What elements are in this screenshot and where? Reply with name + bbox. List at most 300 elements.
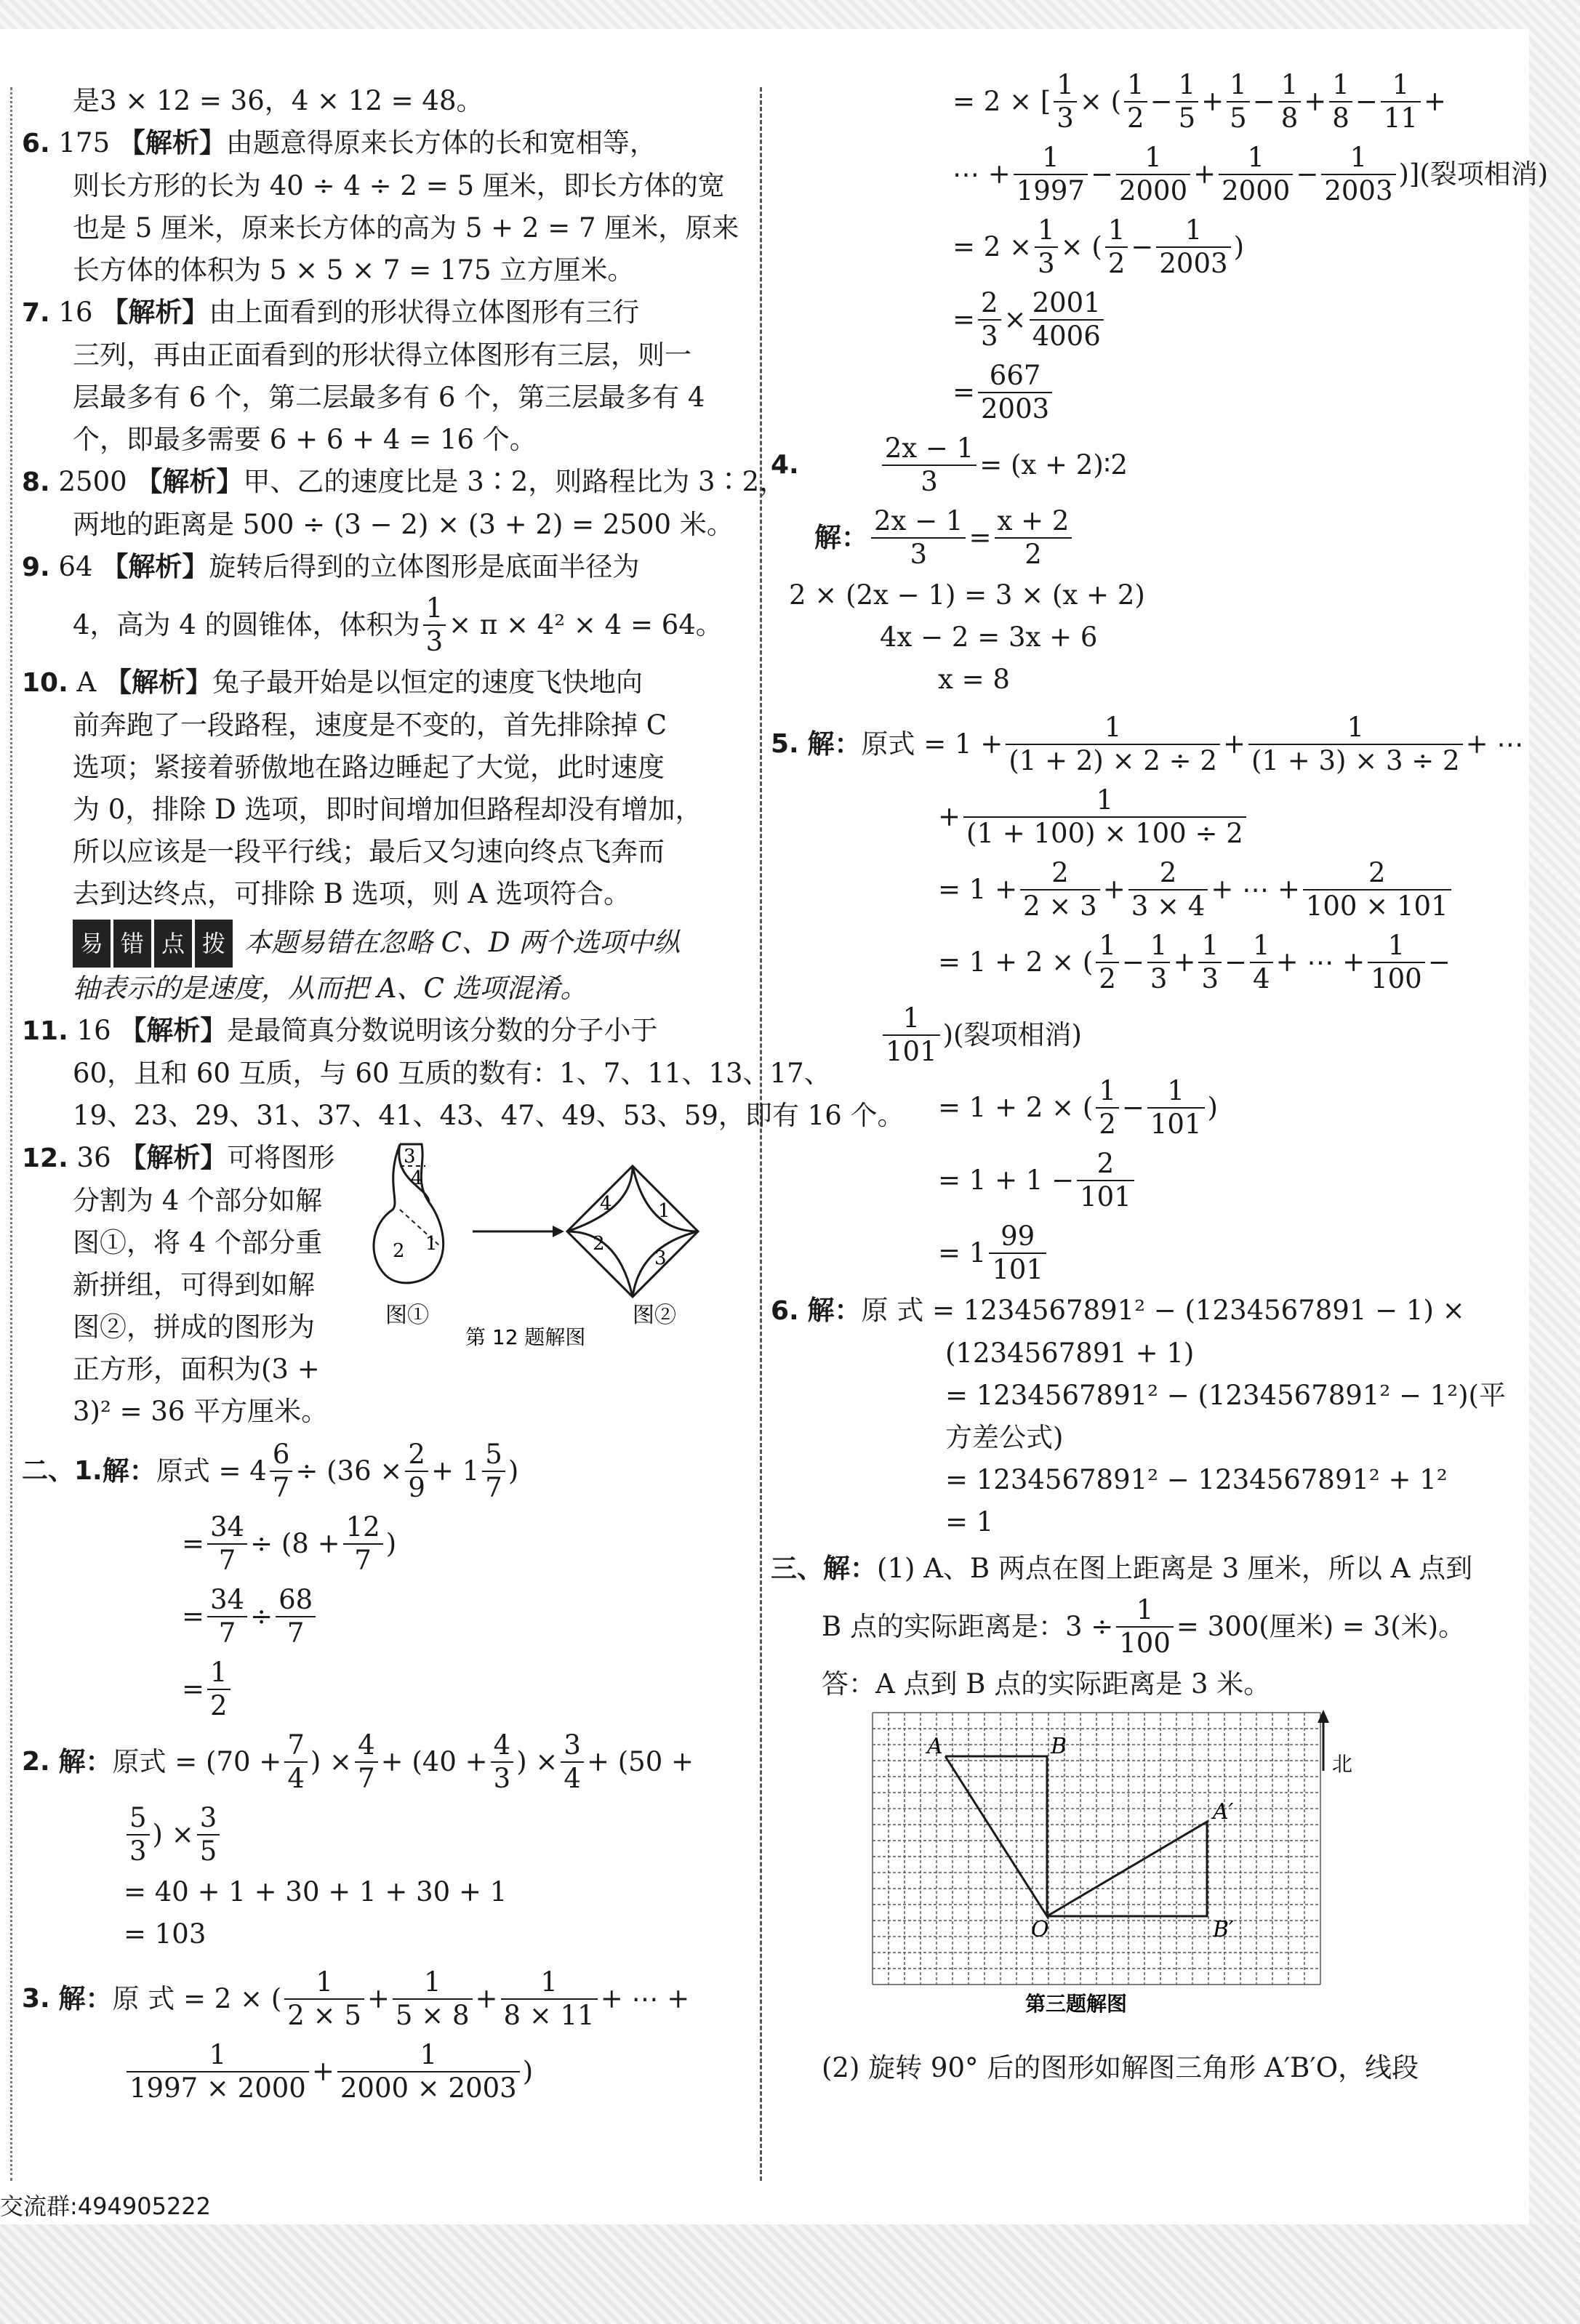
fraction [871,505,966,571]
solution-label: 解： [58,1983,113,2014]
question-number: 6. [22,129,50,158]
analysis-tag: 【解析】 [105,667,213,698]
denominator: 3 [921,466,938,497]
text-fragment: + 1 [430,1455,480,1487]
text-line: (2) 旋转 90° 后的图形如解图三角形 A′B′O，线段 [822,2052,1419,2083]
numerator: 1 [284,1966,364,2000]
fraction [1321,142,1395,207]
section3-answer [771,1548,1531,2089]
question-number: 5. [771,729,799,759]
region-label: 3 [404,1146,416,1167]
text-fragment: + [366,1983,390,2014]
fraction [1303,857,1451,922]
denominator: 2 × 5 [287,2000,361,2031]
numerator: 1 [1014,142,1088,175]
fraction [207,1511,247,1577]
denominator: 4006 [1032,321,1101,352]
numerator: 2 [1303,857,1451,890]
figure-caption: 第三题解图 [1025,1992,1128,2016]
text-fragment: + [1193,158,1216,190]
numerator: 34 [207,1584,247,1617]
text-fragment: 4，高为 4 的圆锥体，体积为 [73,609,420,640]
figure-caption: 第 12 题解图 [465,1325,586,1349]
text-line: 答：A 点到 B 点的实际距离是 3 米。 [822,1668,1271,1700]
fraction [197,1802,220,1867]
numerator: 1 [207,1657,230,1690]
text-fragment: = 2 × [ [953,86,1051,117]
text-fragment: = [182,1528,205,1559]
text-fragment: 原式 = 1 + [861,728,1003,760]
text-fragment: × π × 4² × 4 = 64。 [449,609,723,640]
text-line: = 103 [124,1918,206,1950]
section3-grid-figure [865,1705,1491,2047]
answer-value: A [76,667,97,698]
numerator: 1 [1198,930,1222,963]
tip-badge: 错 [113,920,151,968]
text-line: 19、23、29、31、37、41、43、47、49、53、59，即有 16 个。 [73,1100,905,1131]
text-line: 是3 × 12 = 36，4 × 12 = 48。 [73,85,484,116]
point-label: B′ [1213,1917,1234,1942]
text-line: 选项；紧接着骄傲地在路边睡起了大觉，此时速度 [73,752,665,783]
text-fragment: = 1 [938,1237,987,1268]
fraction [1227,69,1250,134]
denominator: 7 [272,1472,290,1503]
text-line: 图①，将 4 个部分重 [73,1227,323,1258]
tip-badge: 拨 [195,920,233,968]
section2-answer-4 [771,429,1531,701]
text-line: (1) A、B 两点在图上距离是 3 厘米，所以 A 点到 [877,1553,1473,1584]
answer-value: 16 [58,297,93,328]
numerator: 1 [337,2039,520,2072]
denominator: 4 [287,1763,305,1794]
denominator: 100 [1119,1628,1171,1659]
text-fragment: )](裂项相消) [1398,158,1549,190]
text-line: 由题意得原来长方体的长和宽相等， [225,127,657,158]
text-fragment: − [1296,158,1319,190]
denominator: 7 [286,1617,305,1649]
numerator: 1 [1250,930,1273,963]
text-fragment: ÷ (36 × [295,1455,403,1487]
fraction [1054,69,1077,134]
numerator: 5 [127,1802,150,1836]
denominator: 100 × 101 [1305,890,1448,922]
solution-label: 解： [102,1455,156,1487]
text-line: 分割为 4 个部分如解 [73,1185,323,1216]
answer-7 [22,291,749,461]
answer-6 [22,122,749,291]
region-label: 3 [654,1247,667,1269]
fraction [995,505,1072,571]
north-arrow-head-icon [1318,1710,1329,1723]
answer-10 [22,662,749,915]
fraction [276,1584,316,1649]
section2-answer-3 [22,1963,749,2108]
fraction [1096,1075,1119,1141]
solution-label: 解： [807,1295,862,1326]
denominator: (1 + 100) × 100 ÷ 2 [966,818,1243,849]
fraction [883,1002,940,1068]
numerator: 3 [197,1802,220,1836]
numerator: 3 [561,1729,584,1763]
analysis-tag: 【解析】 [101,297,209,328]
text-line: = 1234567891² − (1234567891² − 1²)(平 [945,1380,1506,1411]
answer-value: 36 [76,1142,111,1173]
text-fragment: = 300(厘米) = 3(米)。 [1176,1611,1466,1642]
question-number: 10. [22,668,68,698]
text-fragment: ) [1207,1092,1218,1123]
region-label: 2 [393,1240,405,1262]
fraction [1381,69,1421,134]
text-line: 则长方形的长为 40 ÷ 4 ÷ 2 = 5 厘米，即长方体的宽 [73,170,725,201]
fraction [882,433,977,498]
denominator: 3 [910,539,928,570]
text-fragment: + (40 + [380,1746,488,1777]
numerator: 2 [978,287,1001,321]
numerator: 1 [1381,69,1421,102]
text-fragment: − [1131,231,1154,262]
denominator: 2003 [1159,248,1228,279]
question-number: 4. [771,450,799,480]
numerator: 2 [405,1439,428,1472]
text-fragment: = [953,377,976,408]
formula-line [22,589,749,662]
numerator: 1 [393,1966,473,2000]
numerator: 1 [883,1002,940,1036]
fraction [491,1729,514,1795]
text-line: 兔子最开始是以恒定的速度飞快地向 [212,667,643,698]
fraction [1105,214,1128,280]
left-margin-rule [10,87,12,2181]
formula-line [771,356,1531,429]
fraction [1014,142,1088,207]
analysis-tag: 【解析】 [119,1142,228,1173]
fraction [482,1439,505,1504]
denominator: 1997 [1016,175,1085,206]
text-fragment: ) [385,1528,397,1559]
section2-answer-1 [22,1435,749,1726]
fraction [1030,287,1104,353]
answer-8 [22,461,787,546]
denominator: 8 [1332,102,1350,134]
denominator: 7 [485,1472,502,1503]
text-line: 甲、乙的速度比是 3∶2，则路程比为 3∶2， [243,466,787,497]
denominator: 3 [981,321,998,352]
numerator: 99 [989,1221,1046,1254]
text-fragment: + [938,801,961,832]
text-line: 方差公式) [945,1422,1064,1453]
text-fragment: − [1150,86,1173,117]
region-label: 1 [425,1233,438,1255]
text-fragment: ÷ [250,1601,273,1632]
denominator: 2 [1099,1109,1116,1140]
text-fragment: + ⋯ + [1211,874,1300,905]
fraction [1020,857,1100,922]
question-number: 3. [22,1984,50,2014]
text-line: 去到达终点，可排除 B 选项，则 A 选项符合。 [73,878,630,909]
question-number: 7. [22,298,50,328]
denominator: 2000 × 2003 [340,2072,517,2104]
text-fragment: × ( [1079,86,1122,117]
answer-9 [22,546,749,662]
question-number: 12. [22,1143,68,1173]
text-fragment: 原式 = (70 + [112,1746,282,1777]
fraction [501,1966,598,2032]
text-line: 个，即最多需要 6 + 6 + 4 = 16 个。 [73,424,537,455]
denominator: 4 [1253,963,1270,994]
denominator: 3 [1150,963,1168,994]
q12-solution-figure [371,1137,749,1355]
fraction [393,1966,473,2032]
denominator: 9 [408,1472,425,1503]
text-line: 由上面看到的形状得立体图形有三行 [209,297,640,328]
denominator: 5 [1178,102,1196,134]
numerator: 6 [270,1439,293,1472]
square-outline [567,1166,698,1297]
section2-answer-5 [771,708,1531,1290]
scan-border-right [1529,0,1580,2324]
text-fragment: − [1224,946,1248,978]
numerator: 1 [501,1966,598,2000]
arrow-head-icon [553,1226,564,1237]
text-fragment: + [1102,874,1126,905]
text-fragment: − [1427,946,1451,978]
answer-value: 64 [58,551,93,582]
text-fragment: − [1252,86,1275,117]
text-fragment: = (x + 2)∶2 [979,449,1128,481]
text-fragment: ) [1233,231,1244,262]
denominator: 1997 × 2000 [129,2072,306,2104]
text-fragment: × ( [1060,231,1102,262]
tip-text: 本题易错在忽略 C、D 两个选项中纵 [244,927,681,958]
text-line: 所以应该是一段平行线；最后又匀速向终点飞奔而 [73,836,665,867]
numerator: 5 [482,1439,505,1472]
region-label: 4 [411,1167,423,1189]
denominator: 2 × 3 [1023,890,1097,922]
figure-label: 图① [385,1303,429,1328]
fraction [1006,712,1220,777]
fraction [207,1584,247,1649]
denominator: 7 [358,1763,375,1794]
numerator: 4 [355,1729,378,1763]
text-line: = 1 [945,1506,994,1537]
fraction [1116,142,1190,207]
text-fragment: = [953,304,976,335]
formula-line [771,284,1531,356]
text-line: 两地的距离是 500 ÷ (3 − 2) × (3 + 2) = 2500 米。 [73,509,734,540]
numerator: 1 [1147,930,1171,963]
text-fragment: )(裂项相消) [942,1019,1082,1050]
fraction [270,1439,293,1504]
text-line: 新拼组，可得到如解 [73,1269,315,1300]
text-fragment: = 1 + [938,874,1018,905]
analysis-tag: 【解析】 [118,127,226,158]
figure-label: 图② [633,1303,676,1328]
denominator: 3 [1056,102,1074,134]
text-line: 正方形，面积为(3 + [73,1354,320,1385]
denominator: 2003 [981,393,1050,425]
fraction [337,2039,520,2104]
fraction [1248,712,1463,777]
numerator: 1 [1219,142,1293,175]
text-line: = 40 + 1 + 30 + 1 + 30 + 1 [124,1876,508,1907]
solution-label: 解： [823,1553,878,1584]
text-fragment: + [1173,946,1196,978]
region-label: 1 [658,1200,670,1222]
question-number: 8. [22,467,50,497]
fraction [978,360,1052,425]
numerator: 2x − 1 [882,433,977,466]
numerator: 1 [1054,69,1077,102]
text-line: 是最简真分数说明该分数的分子小于 [227,1015,658,1046]
question-number: 二、1. [22,1456,103,1486]
fraction [1176,69,1199,134]
point-label: A′ [1213,1799,1234,1825]
fraction [207,1657,230,1722]
fraction [1198,930,1222,995]
text-fragment: + (50 + [586,1746,694,1777]
formula-line [771,65,1531,138]
denominator: 7 [354,1545,372,1576]
fraction [284,1966,364,2032]
solution-label: 解： [807,728,862,760]
section2-answer-2 [22,1726,749,1955]
fraction [1219,142,1293,207]
denominator: 2003 [1324,175,1393,206]
denominator: 8 [1280,102,1299,134]
fraction [989,1221,1046,1286]
scan-border-bottom [0,2224,1580,2324]
answer-12 [22,1137,749,1435]
point-label: B [1051,1734,1067,1759]
text-fragment: B 点的实际距离是：3 ÷ [822,1611,1114,1642]
denominator: 2 [210,1690,228,1721]
text-fragment: = [182,1601,205,1632]
numerator: 1 [1278,69,1302,102]
text-fragment: + [311,2056,334,2087]
text-line: 长方体的体积为 5 × 5 × 7 = 175 立方厘米。 [73,254,635,286]
denominator: 101 [1080,1181,1131,1213]
answer-value: 175 [58,127,111,158]
fraction [1147,930,1171,995]
numerator: 1 [1329,69,1352,102]
formula-line [771,138,1549,211]
text-line: 60，且和 60 互质，与 60 互质的数有：1、7、11、13、17、 [73,1058,831,1089]
tip-text: 轴表示的是速度，从而把 A、C 选项混淆。 [73,973,588,1004]
text-fragment: − [1090,158,1113,190]
denominator: 101 [886,1036,937,1067]
text-fragment: ) [508,1455,519,1487]
numerator: 667 [978,360,1052,393]
fraction [284,1729,308,1795]
numerator: 2 [1077,1148,1134,1181]
text-fragment: = 1 + 1 − [938,1165,1075,1196]
text-fragment: = 1 + 2 × ( [938,946,1094,978]
denominator: 2000 [1118,175,1188,206]
text-line: 原 式 = 1234567891² − (1234567891 − 1) × [861,1295,1465,1326]
text-line: 三列，再由正面看到的形状得立体图形有三层，则一 [73,339,691,371]
numerator: 1 [1124,69,1147,102]
numerator: 1 [1368,930,1425,963]
triangle-ABO [945,1756,1047,1916]
fraction [355,1729,378,1795]
answer-value: 2500 [58,466,127,497]
numerator: 68 [276,1584,316,1617]
denominator: 3 [129,1836,147,1867]
answer-11 [22,1010,905,1137]
fraction [978,287,1001,353]
section2-answer-6 [771,1290,1531,1543]
text-fragment: ) [522,2056,534,2087]
fraction [1035,214,1058,280]
numerator: 1 [1096,1075,1119,1109]
text-fragment: ) × [152,1819,194,1850]
denominator: 100 [1371,963,1422,994]
text-line: x = 8 [938,664,1010,695]
north-label: 北 [1332,1752,1353,1776]
text-fragment: × [1003,304,1027,335]
fraction [1124,69,1147,134]
fraction [1368,930,1425,995]
denominator: 5 [1230,102,1247,134]
text-fragment: = 2 × [953,231,1032,262]
numerator: 1 [1176,69,1199,102]
text-line: 4x − 2 = 3x + 6 [880,622,1098,653]
analysis-tag: 【解析】 [119,1015,228,1046]
denominator: 5 × 8 [395,2000,470,2031]
solution-label: 解： [814,522,868,553]
denominator: 8 × 11 [503,2000,595,2031]
numerator: 1 [1156,214,1230,248]
numerator: 1 [1006,712,1220,745]
numerator: 7 [284,1729,308,1763]
fraction [963,784,1246,850]
numerator: 1 [1248,712,1463,745]
question-number: 11. [22,1016,68,1046]
numerator: 1 [1035,214,1058,248]
denominator: 2 [1024,539,1042,570]
analysis-tag: 【解析】 [101,551,209,582]
numerator: 1 [963,784,1246,818]
text-fragment: + ⋯ + [600,1983,690,2014]
fraction [127,2039,309,2104]
denominator: 7 [218,1545,236,1576]
formula-line [771,211,1531,284]
footer-group-text: 交流群:494905222 [0,2192,212,2220]
text-line: 层最多有 6 个，第二层最多有 6 个，第三层最多有 4 [73,382,705,413]
point-label: A [927,1734,943,1759]
tip-badge: 点 [154,920,192,968]
question-number: 三、 [771,1554,824,1584]
scan-border-top [0,0,1580,29]
text-line: 可将图形 [227,1142,335,1173]
text-line: 2 × (2x − 1) = 3 × (x + 2) [789,579,1145,611]
denominator: 2 [1099,963,1116,994]
denominator: 3 [1201,963,1219,994]
fraction [561,1729,584,1795]
fraction [1329,69,1352,134]
left-column [22,80,905,2108]
analysis-tag: 【解析】 [135,466,244,497]
numerator: 12 [343,1511,383,1545]
denominator: 3 [493,1763,511,1794]
denominator: 7 [218,1617,236,1649]
text-fragment: = 1 + 2 × ( [938,1092,1094,1123]
text-fragment: = [182,1673,205,1705]
text-fragment: + ⋯ [1465,728,1524,760]
text-fragment: + [1423,86,1446,117]
question-number: 9. [22,552,50,582]
region-label: 4 [600,1193,612,1215]
